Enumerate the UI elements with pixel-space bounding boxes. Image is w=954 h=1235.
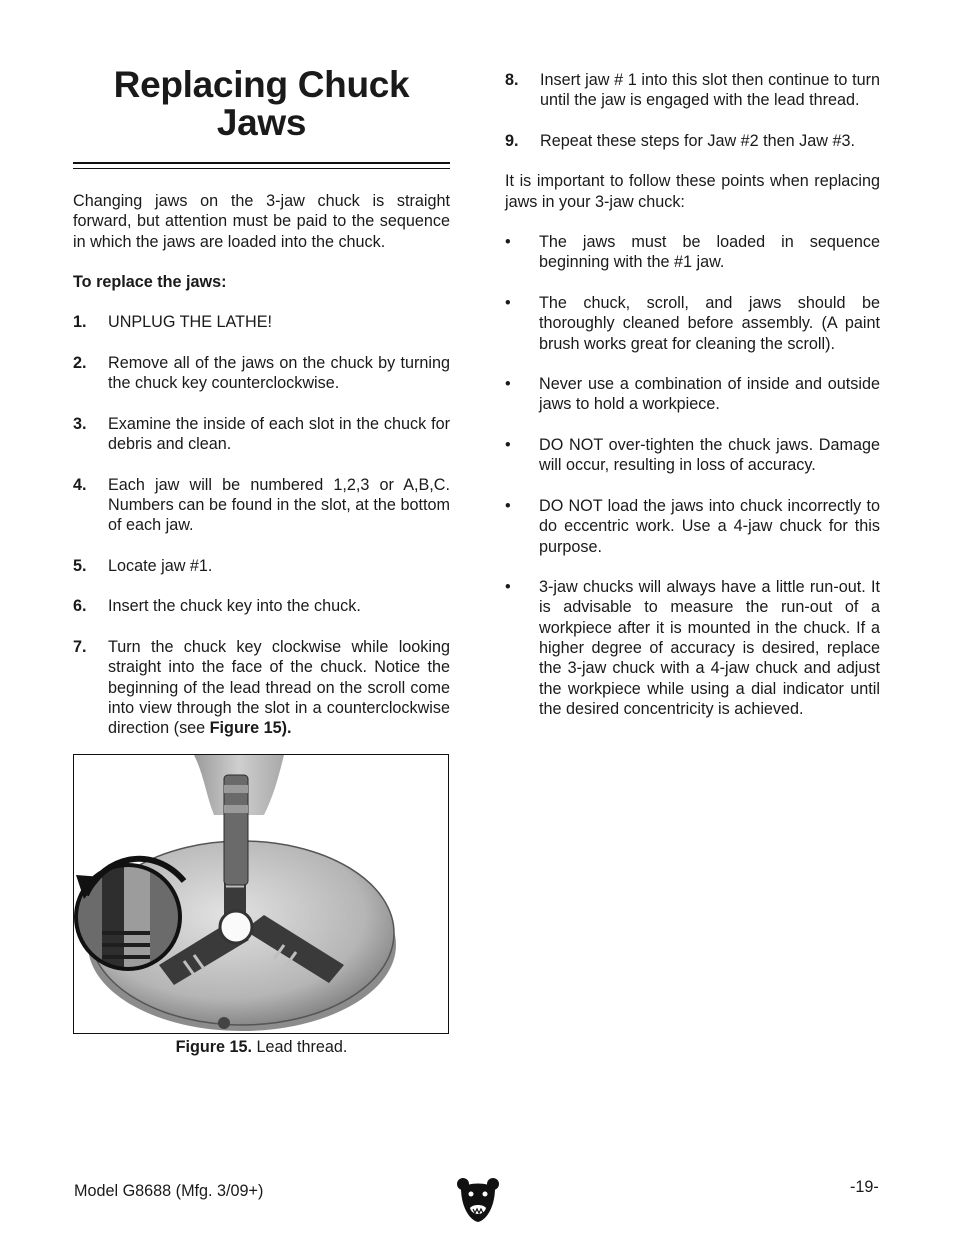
step-item: [73, 475, 450, 536]
step-list-left: [73, 312, 450, 616]
step-item: [505, 131, 880, 151]
step-text: Each jaw will be numbered 1,2,3 or A,B,C. Numbers can be found in the slot, at the bottom of each jaw.: [108, 475, 450, 535]
bullet-dot-icon: •: [505, 293, 511, 312]
bullet-dot-icon: •: [505, 375, 511, 394]
bullet-text: The chuck, scroll, and jaws should be thoroughly cleaned before assembly. (A paint brush works great for cleaning the scroll).: [539, 293, 880, 353]
procedure-heading: To replace the jaws:: [73, 272, 227, 291]
step7-end: ).: [281, 719, 292, 738]
step-text: Insert jaw # 1 into this slot then continue to turn until the jaw is engaged with the lead thread.: [540, 71, 880, 110]
bullet-dot-icon: •: [505, 578, 511, 597]
step-text: Insert the chuck key into the chuck.: [108, 597, 361, 616]
bullet-item: [505, 577, 880, 719]
intro-paragraph: Changing jaws on the 3-jaw chuck is straight forward, but attention must be paid to the sequence in which the jaws are loaded into the chuck.: [73, 192, 450, 251]
figure-15-image: [73, 754, 449, 1034]
bullet-dot-icon: •: [505, 496, 511, 515]
bullet-item: [505, 496, 880, 557]
figure-reference: Figure 15: [209, 719, 282, 738]
figure-caption: [73, 1038, 450, 1057]
bullet-item: [505, 232, 880, 273]
step-number: 1.: [73, 313, 87, 332]
step-text: UNPLUG THE LATHE!: [108, 313, 273, 332]
step-item: [73, 414, 450, 455]
step-number: 7.: [73, 637, 87, 656]
bullet-text: DO NOT load the jaws into chuck incorrectly to do eccentric work. Use a 4-jaw chuck for this purpose.: [539, 496, 880, 556]
step-item-7: [73, 637, 450, 738]
step-number: 3.: [73, 414, 87, 433]
bear-logo-icon: [457, 1176, 499, 1222]
bullet-dot-icon: •: [505, 233, 511, 252]
bullet-item: [505, 293, 880, 354]
step-item: [73, 353, 450, 394]
step7-body: Turn the chuck key clockwise while looking straight into the face of the chuck. Notice the beginning of the lead thread on the scroll come into view through the slot in a counterclockwise direction (see: [108, 637, 450, 738]
points-intro: It is important to follow these points when replacing jaws in your 3-jaw chuck:: [505, 172, 880, 211]
step-item: [73, 312, 450, 332]
step-text: [108, 637, 450, 738]
step-text: Remove all of the jaws on the chuck by turning the chuck key counterclockwise.: [108, 353, 450, 393]
bullet-dot-icon: •: [505, 436, 511, 455]
figure-label: Figure 15.: [175, 1038, 253, 1056]
step-item: [73, 596, 450, 616]
chuck-illustration: [74, 755, 448, 1033]
step-number: 2.: [73, 353, 87, 372]
step-text: Repeat these steps for Jaw #2 then Jaw #3.: [540, 131, 855, 150]
bullet-list: [505, 232, 880, 719]
step-number: 6.: [73, 597, 87, 616]
step-number: 8.: [505, 71, 519, 89]
bullet-item: [505, 374, 880, 415]
right-column: [505, 70, 880, 740]
footer-model: Model G8688 (Mfg. 3/09+): [74, 1182, 264, 1200]
figure-caption-text: Lead thread.: [252, 1038, 348, 1056]
bullet-text: 3-jaw chucks will always have a little run-out. It is advisable to measure the run-out of a workpiece after it is mounted in the chuck. If a higher degree of accuracy is desired, replace the 3-jaw chuck with a 4-jaw chuck and adjust the workpiece while using a dial indicator until the desired concentricity is achieved.: [539, 578, 880, 718]
bullet-item: [505, 435, 880, 476]
step-item: [505, 70, 880, 111]
page-title: Replacing Chuck Jaws: [113, 64, 410, 143]
bullet-text: DO NOT over-tighten the chuck jaws. Damage will occur, resulting in loss of accuracy.: [539, 436, 880, 475]
step-item: [73, 556, 450, 576]
left-column: [73, 66, 450, 759]
step-number: 5.: [73, 556, 87, 575]
step-list-right: [505, 70, 880, 151]
title-rule: [73, 162, 450, 169]
page-number: -19-: [850, 1178, 879, 1196]
step-number: 9.: [505, 131, 519, 150]
step-text: Examine the inside of each slot in the chuck for debris and clean.: [108, 414, 450, 453]
step-text: Locate jaw #1.: [108, 556, 213, 575]
step-number: 4.: [73, 475, 87, 494]
bullet-text: Never use a combination of inside and outside jaws to hold a workpiece.: [539, 375, 880, 414]
bullet-text: The jaws must be loaded in sequence beginning with the #1 jaw.: [539, 233, 880, 272]
